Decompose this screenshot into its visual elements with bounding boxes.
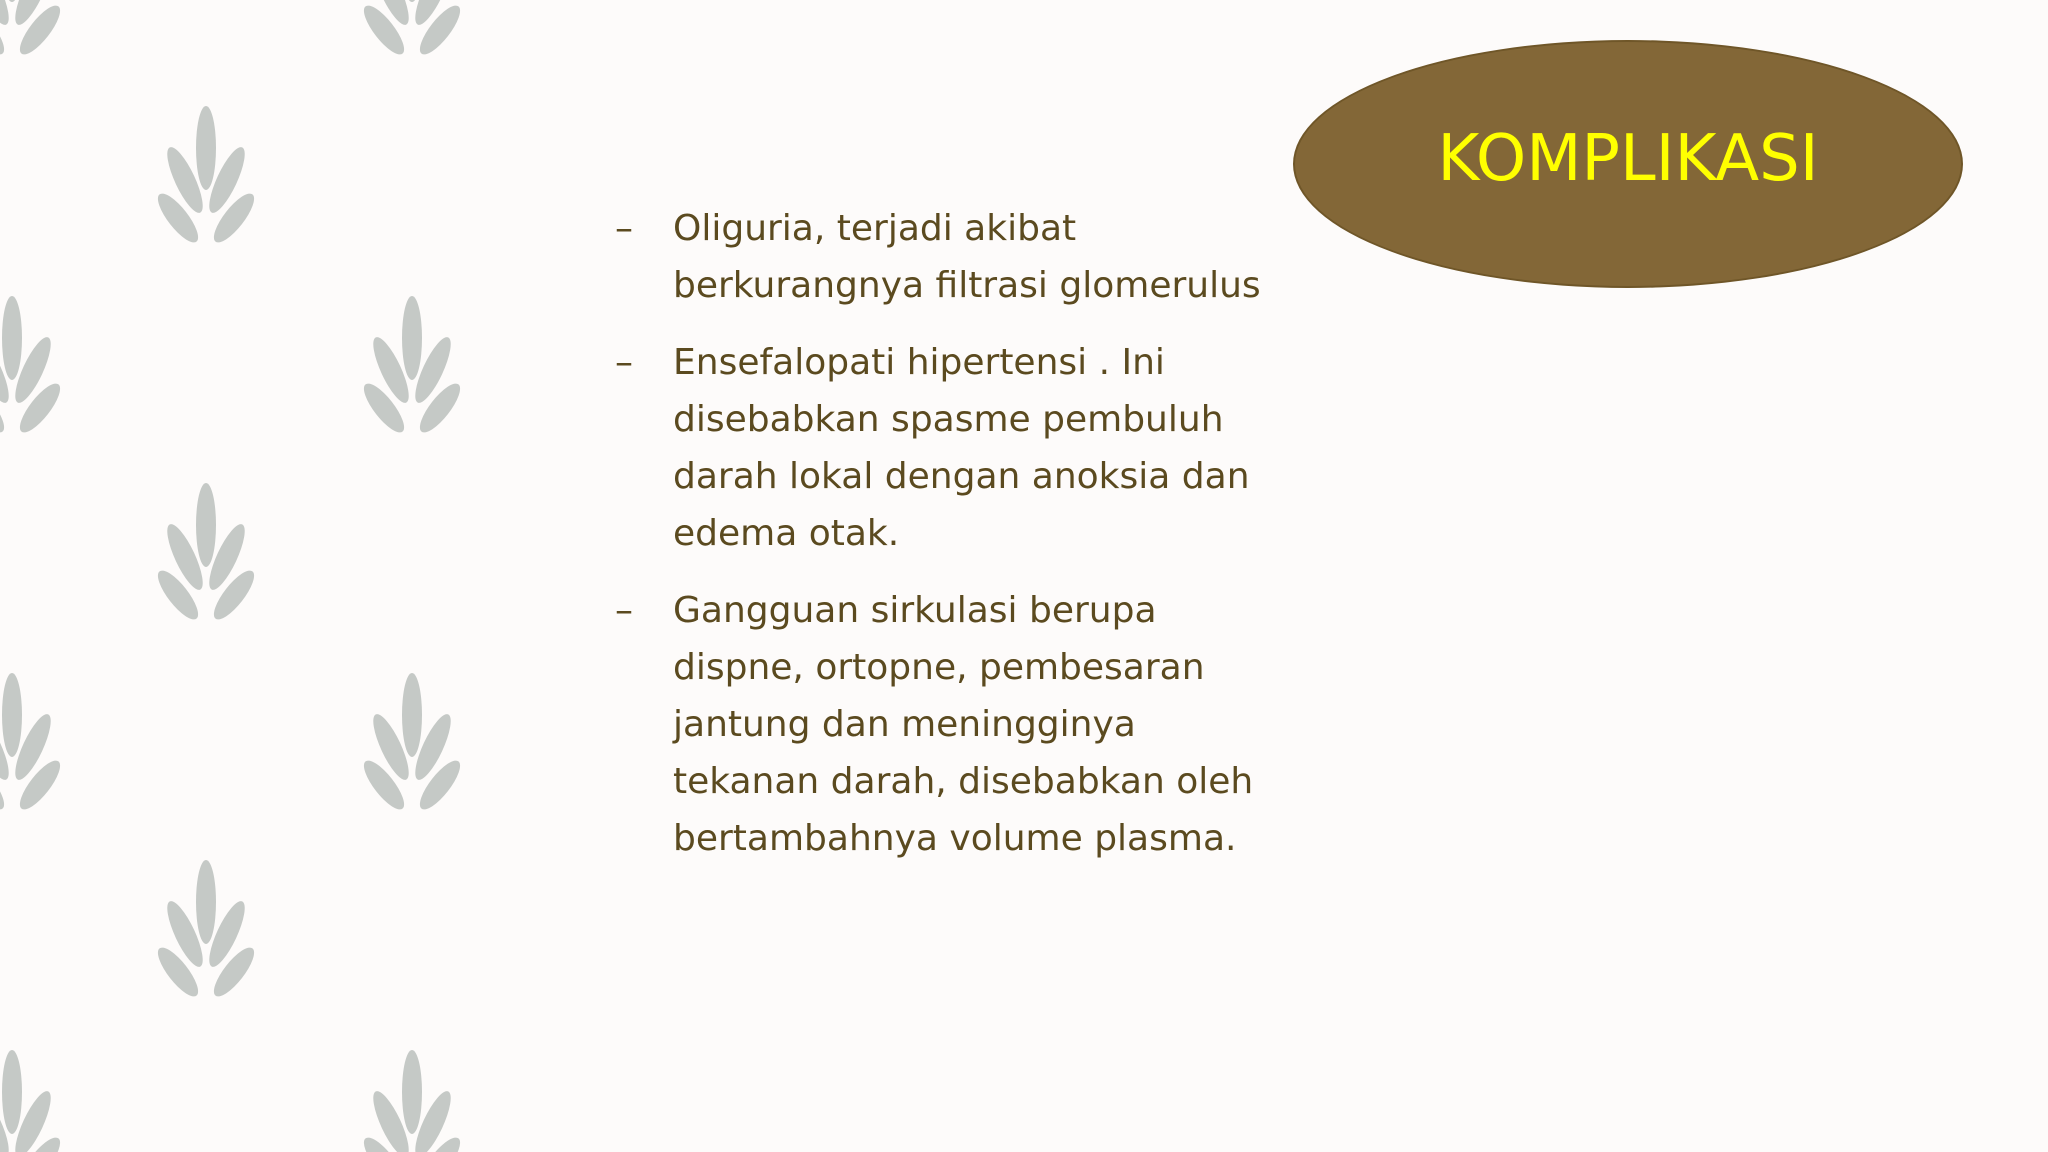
bullet-line: jantung dan meningginya (673, 704, 1136, 745)
leaf-sprig-icon (358, 296, 467, 438)
bullet-line: tekanan darah, disebabkan oleh (673, 761, 1254, 802)
bullet-item (615, 200, 1261, 314)
bullet-line: bertambahnya volume plasma. (673, 818, 1237, 859)
bullet-line: dispne, ortopne, pembesaran (673, 647, 1205, 688)
bullet-item (615, 334, 1255, 562)
leaf-sprig-icon (0, 296, 66, 438)
bullet-list (615, 200, 1261, 887)
bullet-line: berkurangnya filtrasi glomerulus (673, 265, 1261, 306)
bullet-line: darah lokal dengan anoksia dan (673, 456, 1250, 497)
leaf-pattern (0, 0, 480, 1152)
leaf-sprig-icon (152, 483, 261, 625)
slide-title: KOMPLIKASI (1437, 122, 1819, 196)
title-oval (1293, 40, 1963, 288)
leaf-sprig-icon (0, 0, 66, 60)
leaf-sprig-icon (358, 0, 467, 60)
bullet-dash: – (615, 208, 633, 249)
bullet-item (615, 582, 1255, 867)
bullet-line: edema otak. (673, 513, 900, 554)
leaf-sprig-icon (358, 1050, 467, 1152)
leaf-sprig-icon (152, 106, 261, 248)
bullet-dash: – (615, 342, 633, 383)
bullet-line: Ensefalopati hipertensi . Ini (673, 342, 1165, 383)
bullet-dash: – (615, 590, 633, 631)
leaf-sprig-icon (358, 673, 467, 815)
bullet-line: disebabkan spasme pembuluh (673, 399, 1224, 440)
bullet-line: Gangguan sirkulasi berupa (673, 590, 1157, 631)
leaf-sprig-icon (152, 860, 261, 1002)
bullet-line: Oliguria, terjadi akibat (673, 208, 1077, 249)
leaf-sprig-icon (0, 1050, 66, 1152)
leaf-sprig-icon (0, 673, 66, 815)
